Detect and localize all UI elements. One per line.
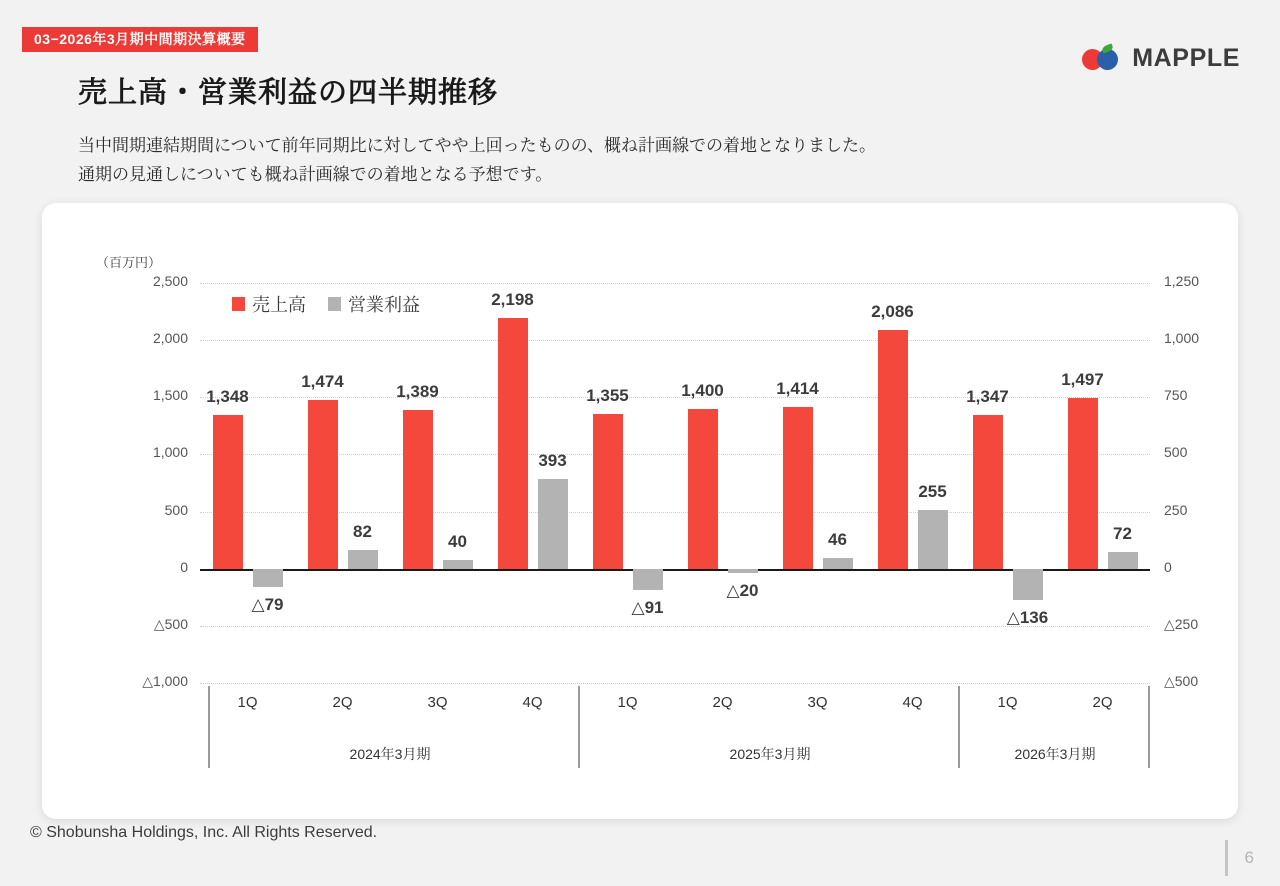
bar-label-sales: 2,086 <box>871 302 914 322</box>
bar-label-operating-profit: 82 <box>353 521 372 541</box>
y-axis-left-tick: △500 <box>153 615 188 632</box>
legend-label-sales: 売上高 <box>252 295 306 315</box>
bar-operating-profit <box>1013 569 1043 600</box>
y-axis-left-tick: 500 <box>164 501 188 518</box>
bar-operating-profit <box>633 569 663 590</box>
y-axis-right-tick: △250 <box>1164 615 1199 632</box>
bar-label-sales: 1,474 <box>301 372 344 392</box>
logo-text: MAPPLE <box>1132 44 1240 72</box>
fiscal-year-group-label: 2025年3月期 <box>729 746 811 762</box>
group-separator <box>208 686 210 768</box>
bar-label-operating-profit: △20 <box>726 581 759 601</box>
bar-label-operating-profit: 46 <box>828 530 847 550</box>
chart-plot-area <box>142 273 1200 689</box>
bar-label-operating-profit: △136 <box>1006 607 1049 627</box>
bar-operating-profit <box>918 510 948 568</box>
bar-sales <box>973 415 1003 569</box>
bar-label-sales: 1,389 <box>396 381 439 401</box>
y-axis-right-tick: 0 <box>1164 558 1172 575</box>
x-axis-label: 1Q <box>617 694 638 711</box>
y-axis-right-tick: 750 <box>1164 387 1188 404</box>
y-axis-right-tick: 250 <box>1164 501 1188 518</box>
x-axis-label: 3Q <box>807 694 828 711</box>
fiscal-year-group-label: 2024年3月期 <box>349 746 431 762</box>
bar-operating-profit <box>253 569 283 587</box>
lead-line-1: 当中間期連結期間について前年同期比に対してやや上回ったものの、概ね計画線での着地となりました。 <box>78 136 876 155</box>
chart-x-axis-labels <box>200 694 1150 724</box>
y-axis-left-tick: 0 <box>180 558 188 575</box>
fiscal-year-group-label: 2026年3月期 <box>1014 746 1096 762</box>
bar-operating-profit <box>728 569 758 574</box>
zero-axis-line <box>200 569 1150 571</box>
y-axis-left-tick: 2,000 <box>152 330 188 347</box>
gridline <box>200 512 1150 513</box>
mapple-logo <box>1082 44 1240 73</box>
bar-label-sales: 1,348 <box>206 386 249 406</box>
bar-operating-profit <box>1108 552 1138 568</box>
bar-operating-profit <box>538 479 568 569</box>
y-axis-right-tick: 500 <box>1164 444 1188 461</box>
x-axis-label: 2Q <box>1092 694 1113 711</box>
gridline <box>200 340 1150 341</box>
gridline <box>200 683 1150 684</box>
y-axis-left-tick: △1,000 <box>142 673 188 689</box>
y-axis-right-tick: 1,250 <box>1164 273 1200 289</box>
lead-line-2: 通期の見通しについても概ね計画線での着地となる予想です。 <box>78 165 553 185</box>
chart-unit-label: （百万円） <box>96 255 162 270</box>
bar-sales <box>213 415 243 569</box>
bar-sales <box>878 330 908 568</box>
bar-sales <box>688 409 718 569</box>
y-axis-left-tick: 2,500 <box>152 273 188 289</box>
bar-label-sales: 1,414 <box>776 379 819 399</box>
bar-label-operating-profit: 72 <box>1113 524 1132 544</box>
y-axis-right-tick: 1,000 <box>1164 330 1200 347</box>
bar-label-sales: 2,198 <box>491 289 534 309</box>
bar-label-sales: 1,400 <box>681 380 724 400</box>
page-number: 6 <box>1244 848 1254 867</box>
bar-label-operating-profit: 255 <box>918 482 947 502</box>
legend-label-operating-profit: 営業利益 <box>348 295 420 315</box>
x-axis-label: 1Q <box>997 694 1018 711</box>
page-title: 売上高・営業利益の四半期推移 <box>78 77 499 109</box>
bar-label-operating-profit: 40 <box>448 531 467 551</box>
y-axis-left-tick: 1,000 <box>152 444 188 461</box>
y-axis-right-tick: △500 <box>1164 673 1199 689</box>
x-axis-label: 2Q <box>712 694 733 711</box>
section-kicker: 03−2026年3月期中間期決算概要 <box>22 27 258 52</box>
bar-label-sales: 1,347 <box>966 386 1009 406</box>
bar-label-operating-profit: △91 <box>631 597 664 617</box>
x-axis-label: 3Q <box>427 694 448 711</box>
bar-label-operating-profit: 393 <box>538 450 567 470</box>
bar-sales <box>593 414 623 569</box>
mapple-apple-icon <box>1082 46 1124 72</box>
group-separator <box>578 686 580 768</box>
bar-label-sales: 1,497 <box>1061 369 1104 389</box>
bar-label-sales: 1,355 <box>586 385 629 405</box>
x-axis-label: 2Q <box>332 694 353 711</box>
gridline <box>200 283 1150 284</box>
x-axis-label: 4Q <box>522 694 543 711</box>
y-axis-left-tick: 1,500 <box>152 387 188 404</box>
bar-sales <box>498 318 528 569</box>
bar-operating-profit <box>823 558 853 569</box>
bar-label-operating-profit: △79 <box>251 594 284 614</box>
page-rule <box>1225 840 1228 876</box>
gridline <box>200 454 1150 455</box>
x-axis-label: 4Q <box>902 694 923 711</box>
bar-sales <box>308 400 338 568</box>
bar-operating-profit <box>443 560 473 569</box>
bar-operating-profit <box>348 550 378 569</box>
x-axis-label: 1Q <box>237 694 258 711</box>
copyright: © Shobunsha Holdings, Inc. All Rights Reserved. <box>30 824 378 841</box>
lead-paragraph <box>78 131 876 189</box>
